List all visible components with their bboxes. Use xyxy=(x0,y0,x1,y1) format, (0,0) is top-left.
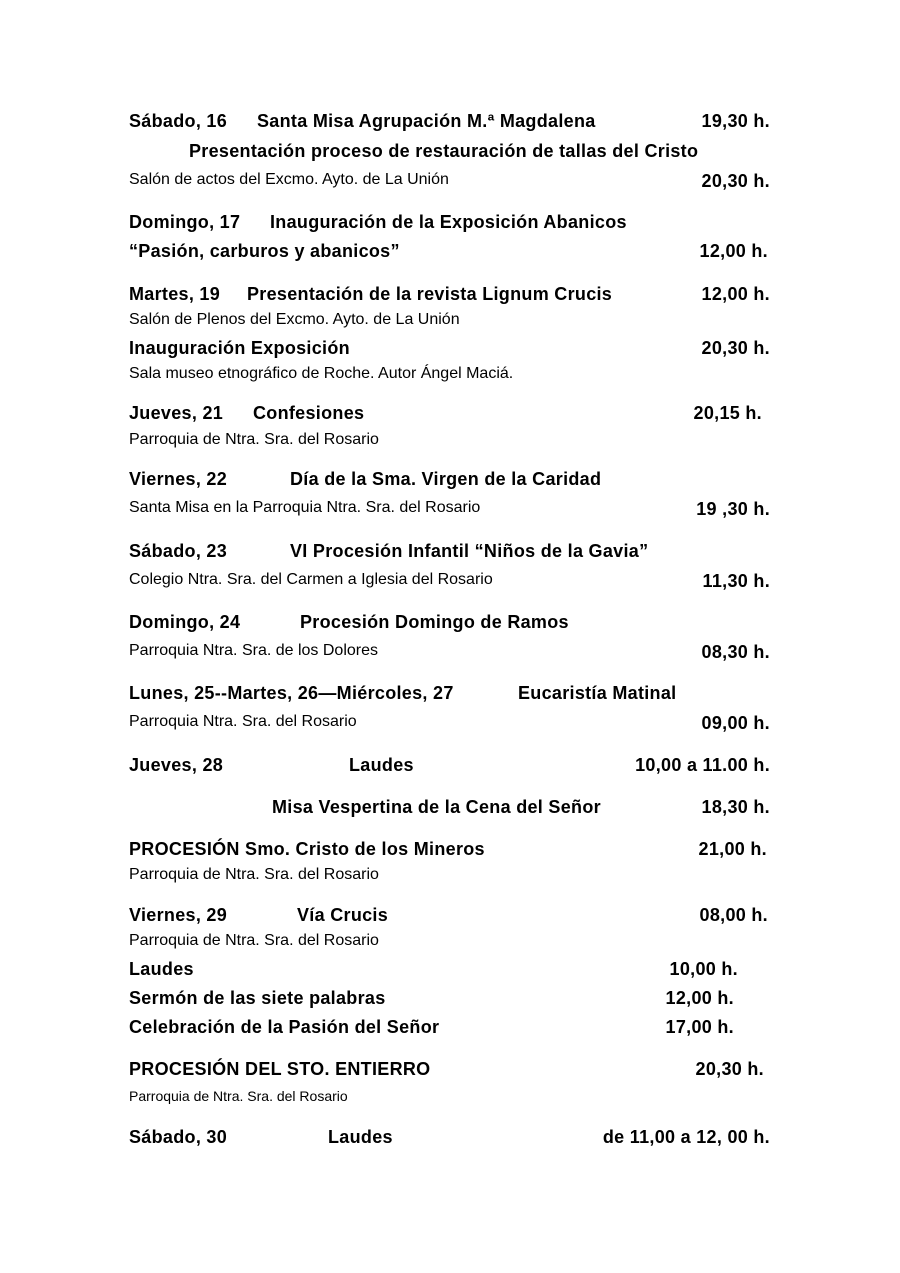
event-title: Laudes xyxy=(328,1127,393,1147)
event-title: Procesión Domingo de Ramos xyxy=(300,612,569,632)
event-time: 10,00 a 11.00 h. xyxy=(635,755,770,775)
day-label: Jueves, 21 xyxy=(129,403,224,423)
event-time: 11,30 h. xyxy=(702,571,770,591)
day-label: Sábado, 30 xyxy=(129,1127,228,1147)
day-label: Jueves, 28 xyxy=(129,755,224,775)
day-label: Viernes, 22 xyxy=(129,469,228,489)
event-place: Santa Misa en la Parroquia Ntra. Sra. del Rosario xyxy=(129,499,481,516)
event-place: Salón de actos del Excmo. Ayto. de La Unión xyxy=(129,171,449,188)
event-time: 10,00 h. xyxy=(669,959,738,979)
event-time: 21,00 h. xyxy=(698,839,767,859)
event-time: 20,15 h. xyxy=(693,403,762,423)
day-label: Viernes, 29 xyxy=(129,905,228,925)
event-time: 09,00 h. xyxy=(701,713,770,733)
event-time: 17,00 h. xyxy=(665,1017,734,1037)
event-title: PROCESIÓN DEL STO. ENTIERRO xyxy=(129,1059,431,1079)
event-place: Parroquia Ntra. Sra. de los Dolores xyxy=(129,642,378,659)
event-title: Sermón de las siete palabras xyxy=(129,988,386,1008)
event-title: Laudes xyxy=(129,959,194,979)
event-title: Presentación de la revista Lignum Crucis xyxy=(247,284,613,304)
event-time: de 11,00 a 12, 00 h. xyxy=(602,1127,770,1147)
event-title: Vía Crucis xyxy=(297,905,389,925)
event-time: 12,00 h. xyxy=(665,988,734,1008)
event-place: Parroquia de Ntra. Sra. del Rosario xyxy=(129,866,379,883)
day-label: Domingo, 24 xyxy=(129,612,241,632)
event-title: Día de la Sma. Virgen de la Caridad xyxy=(290,469,602,489)
day-label: Lunes, 25--Martes, 26—Miércoles, 27 xyxy=(129,683,454,703)
event-time: 20,30 h. xyxy=(701,338,770,358)
event-place: Parroquia Ntra. Sra. del Rosario xyxy=(129,713,357,730)
event-time: 19 ,30 h. xyxy=(696,499,770,519)
event-title: Eucaristía Matinal xyxy=(518,683,677,703)
event-time: 08,30 h. xyxy=(701,642,770,662)
event-place: Parroquia de Ntra. Sra. del Rosario xyxy=(129,431,379,448)
event-place: Parroquia de Ntra. Sra. del Rosario xyxy=(129,1088,348,1104)
event-time: 12,00 h. xyxy=(701,284,770,304)
event-title: Inauguración Exposición xyxy=(129,338,350,358)
event-time: 18,30 h. xyxy=(701,797,770,817)
event-time: 19,30 h. xyxy=(701,111,770,131)
event-place: Parroquia de Ntra. Sra. del Rosario xyxy=(129,932,379,949)
event-title: Presentación proceso de restauración de tallas del Cristo xyxy=(189,141,699,161)
day-label: Sábado, 23 xyxy=(129,541,228,561)
event-subtitle: “Pasión, carburos y abanicos” xyxy=(129,241,400,261)
day-label: Domingo, 17 xyxy=(129,212,241,232)
event-title: PROCESIÓN Smo. Cristo de los Mineros xyxy=(129,839,485,859)
day-label: Martes, 19 xyxy=(129,284,221,304)
event-time: 08,00 h. xyxy=(699,905,768,925)
event-place: Sala museo etnográfico de Roche. Autor Ángel Maciá. xyxy=(129,365,514,382)
event-time: 12,00 h. xyxy=(699,241,768,261)
day-label: Sábado, 16 xyxy=(129,111,228,131)
event-title: VI Procesión Infantil “Niños de la Gavia” xyxy=(290,541,649,561)
event-title: Misa Vespertina de la Cena del Señor xyxy=(272,797,601,817)
event-time: 20,30 h. xyxy=(695,1059,764,1079)
event-time: 20,30 h. xyxy=(701,171,770,191)
event-title: Celebración de la Pasión del Señor xyxy=(129,1017,440,1037)
event-title: Santa Misa Agrupación M.ª Magdalena xyxy=(257,111,596,131)
event-title: Inauguración de la Exposición Abanicos xyxy=(270,212,627,232)
event-place: Salón de Plenos del Excmo. Ayto. de La Unión xyxy=(129,311,460,328)
event-title: Confesiones xyxy=(253,403,365,423)
event-place: Colegio Ntra. Sra. del Carmen a Iglesia del Rosario xyxy=(129,571,493,588)
event-title: Laudes xyxy=(349,755,414,775)
